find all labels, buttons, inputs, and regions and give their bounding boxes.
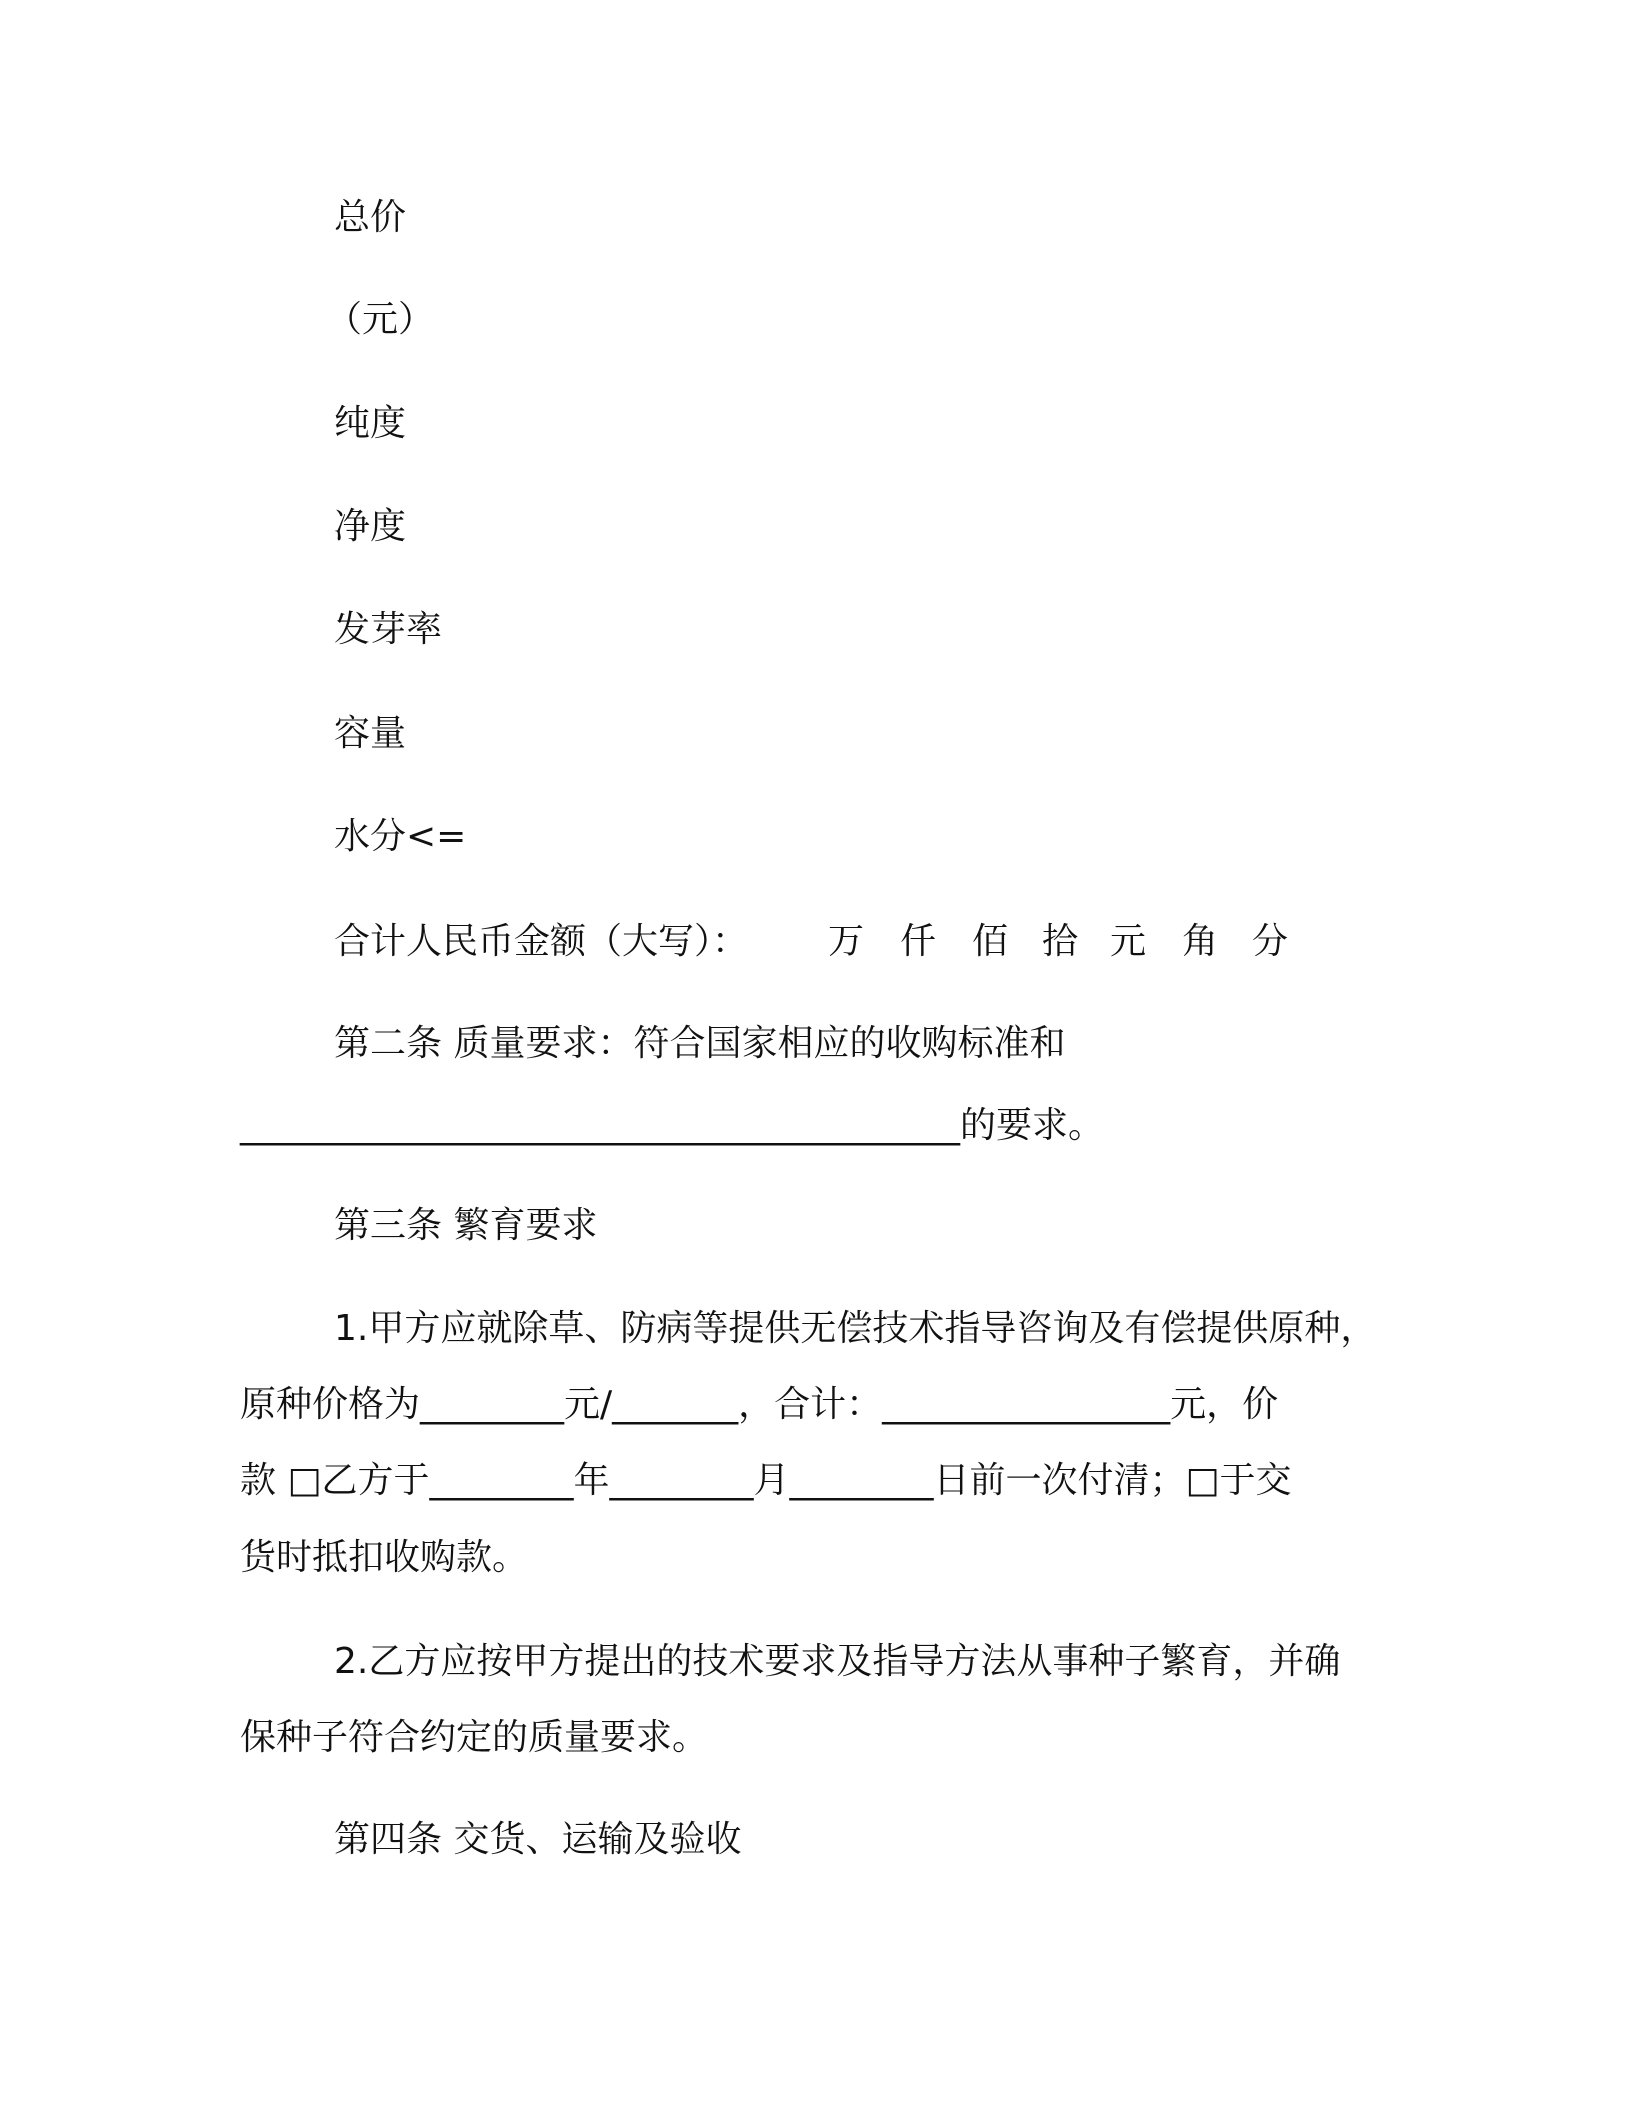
article3-item1-line1: 1.甲方应就除草、防病等提供无偿技术指导咨询及有偿提供原种， [334, 1308, 1377, 1349]
field-cleanliness: 净度 [334, 506, 407, 547]
amount-unit-shi: 拾 [1042, 921, 1079, 962]
article3-item2-line2: 保种子符合约定的质量要求。 [240, 1717, 709, 1758]
field-total-price: 总价 [334, 197, 407, 238]
amount-unit-wan: 万 [828, 921, 865, 962]
article3-item1-line4: 货时抵扣收购款。 [240, 1537, 529, 1578]
field-unit-yuan: （元） [326, 299, 435, 340]
article2-line1: 第二条 质量要求：符合国家相应的收购标准和 [334, 1023, 1066, 1064]
amount-label: 合计人民币金额（大写）： [334, 921, 749, 962]
amount-unit-yuan: 元 [1110, 921, 1147, 962]
article3-item1-line3: 款 □乙方于________年________月________日前一次付清；□于交 [240, 1460, 1292, 1501]
amount-unit-bai: 佰 [972, 921, 1009, 962]
article2-line2: ________________________________________的要求。 [240, 1105, 1105, 1146]
amount-unit-qian: 仟 [900, 921, 937, 962]
field-purity: 纯度 [334, 403, 407, 444]
field-germination-rate: 发芽率 [334, 609, 443, 650]
article3-item1-line2: 原种价格为________元/_______，合计：________________元，价 [240, 1384, 1279, 1425]
amount-unit-fen: 分 [1252, 921, 1289, 962]
field-moisture: 水分<= [334, 816, 467, 857]
article3-title: 第三条 繁育要求 [334, 1205, 598, 1246]
amount-unit-jiao: 角 [1182, 921, 1219, 962]
article3-item2-line1: 2.乙方应按甲方提出的技术要求及指导方法从事种子繁育，并确 [334, 1641, 1341, 1682]
article4-title: 第四条 交货、运输及验收 [334, 1819, 742, 1860]
field-volume-weight: 容量 [334, 713, 407, 754]
